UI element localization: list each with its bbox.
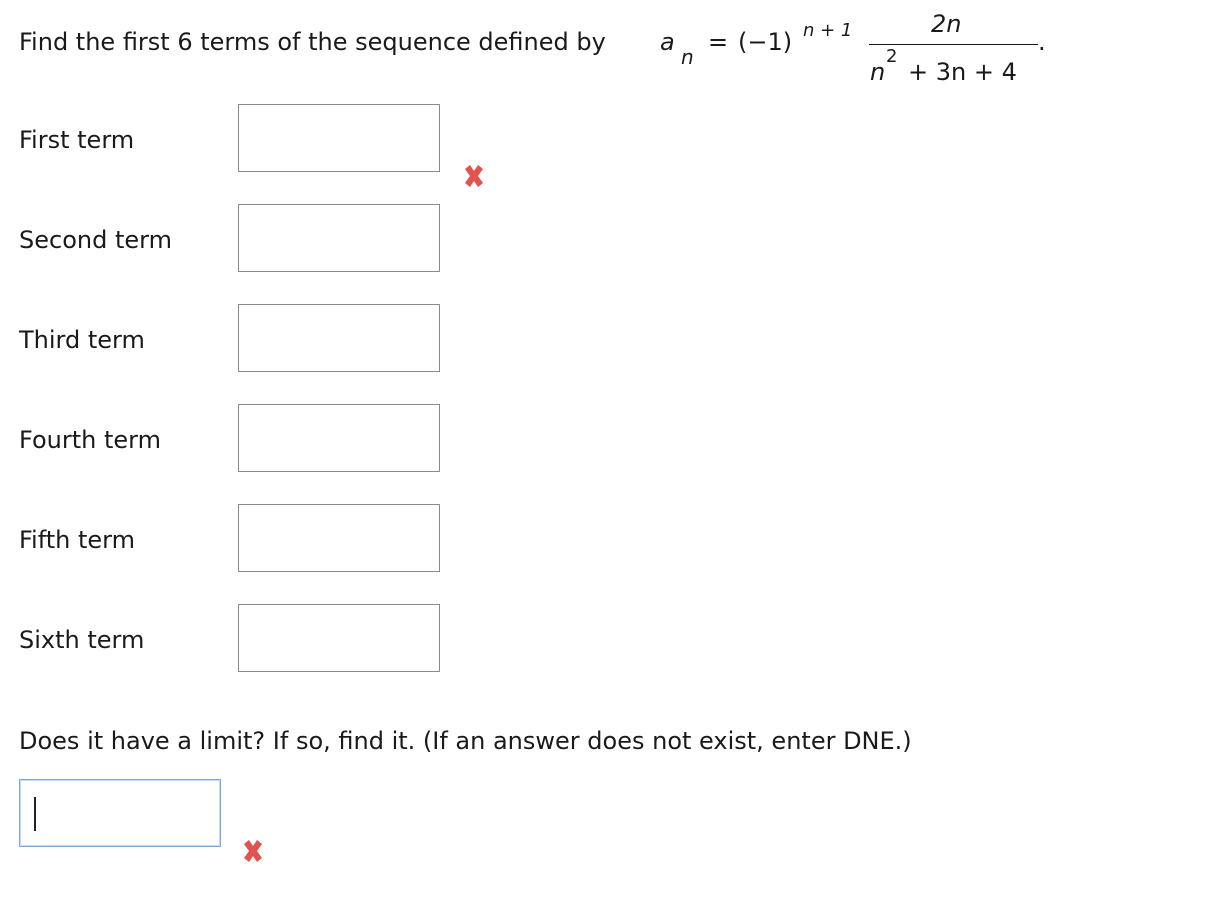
question-text: Find the first 6 terms of the sequence defined by [19,28,606,56]
second-term-input[interactable] [238,204,440,272]
sixth-term-input[interactable] [238,604,440,672]
third-term-label: Third term [19,326,145,354]
formula-denominator-n: n [870,58,886,86]
formula-exponent: n + 1 [803,20,853,41]
fourth-term-input[interactable] [238,404,440,472]
third-term-input[interactable] [238,304,440,372]
fifth-term-label: Fifth term [19,526,136,554]
second-term-label: Second term [19,226,172,254]
fourth-term-label: Fourth term [19,426,161,454]
x-mark-icon [240,838,266,864]
formula-equals: = [708,28,729,56]
formula-period: . [1038,28,1046,56]
text-caret [34,797,36,831]
formula-numerator: 2n [931,10,962,38]
formula-lhs-var: a [660,28,675,56]
formula-base: (−1) [738,28,793,56]
fifth-term-input[interactable] [238,504,440,572]
formula-denominator-sup: 2 [886,46,898,67]
x-mark-icon [461,163,487,189]
fraction-bar [869,44,1038,45]
limit-prompt: Does it have a limit? If so, find it. (If an answer does not exist, enter DNE.) [19,727,912,755]
formula-denominator-rest: + 3n + 4 [908,58,1017,86]
sixth-term-label: Sixth term [19,626,145,654]
limit-input[interactable] [19,779,221,847]
first-term-input[interactable] [238,104,440,172]
first-term-label: First term [19,126,135,154]
formula-lhs-sub: n [681,45,694,69]
